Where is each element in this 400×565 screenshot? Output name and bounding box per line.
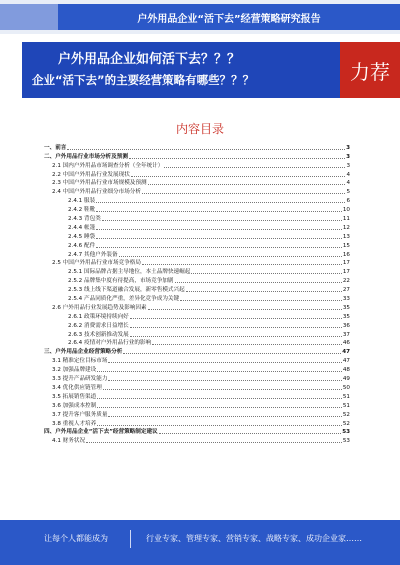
toc-entry[interactable]: [44, 267, 350, 276]
toc-leader-dots: [148, 184, 346, 185]
brand-badge: 力荐: [340, 42, 400, 98]
toc-entry[interactable]: [44, 410, 350, 419]
toc-entry-title: 3.3 提升产品研发能力: [52, 376, 108, 383]
toc-entry[interactable]: [44, 179, 350, 188]
toc-entry-title: 2.5.3 线上线下渠道融合发展，新零售模式兴起: [68, 287, 185, 294]
toc-leader-dots: [164, 167, 345, 168]
toc-entry[interactable]: [44, 312, 350, 321]
toc-entry-page: 22: [342, 278, 350, 285]
toc-leader-dots: [96, 211, 342, 212]
toc-leader-dots: [103, 389, 342, 390]
toc-entry[interactable]: [44, 276, 350, 285]
toc-entry[interactable]: [44, 321, 350, 330]
toc-leader-dots: [142, 264, 342, 265]
toc-entry[interactable]: [44, 187, 350, 196]
toc-entry-page: 10: [342, 207, 350, 214]
footer-divider: [130, 530, 131, 548]
toc-entry-title: 2.4.4 帐篷: [68, 224, 96, 231]
toc-entry[interactable]: [44, 205, 350, 214]
toc-entry[interactable]: [44, 294, 350, 303]
toc-entry[interactable]: [44, 383, 350, 392]
toc-entry-title: 3.6 加强成本控制: [52, 402, 97, 409]
toc-entry-title: 2.6.2 消费需求日益增长: [68, 322, 129, 329]
toc-entry-page: 53: [342, 438, 350, 445]
toc-entry-page: 13: [342, 233, 350, 240]
toc-entry-page: 35: [342, 313, 350, 320]
toc-entry-title: 2.4.3 背包类: [68, 216, 101, 223]
top-bar: [0, 0, 400, 34]
toc-entry[interactable]: [44, 170, 350, 179]
toc-entry-title: 3.8 重视人才培养: [52, 420, 97, 427]
toc-entry[interactable]: [44, 339, 350, 348]
toc-entry-page: 48: [342, 367, 350, 374]
toc-entry[interactable]: [44, 250, 350, 259]
toc-entry-page: 47: [342, 358, 350, 365]
toc-entry-title: 2.5.2 品牌集中度有待提高，市场竞争加剧: [68, 278, 174, 285]
toc-leader-dots: [131, 176, 346, 177]
toc-leader-dots: [96, 202, 345, 203]
toc-entry-page: 17: [342, 269, 350, 276]
toc-entry-title: 2.5.4 产品同质化严重，差异化竞争成为关键: [68, 296, 180, 303]
toc-entry-page: 15: [342, 242, 350, 249]
toc-leader-dots: [86, 442, 342, 443]
toc-entry-page: 50: [342, 384, 350, 391]
toc-entry-title: 2.4.1 服装: [68, 198, 96, 205]
toc-entry-page: 5: [346, 189, 350, 196]
toc-entry-page: 51: [342, 402, 350, 409]
toc-leader-dots: [108, 416, 341, 417]
toc-entry-title: 二、户外用品行业市场分析及预测: [44, 153, 128, 160]
top-bar-accent: [0, 4, 58, 30]
footer-roles: 行业专家、管理专家、营销专家、战略专家、成功企业家……: [146, 534, 362, 543]
toc-entry-page: 37: [342, 331, 350, 338]
banner-headline: 户外用品企业如何活下去？？？: [58, 52, 241, 67]
toc-leader-dots: [97, 425, 342, 426]
toc-leader-dots: [119, 256, 342, 257]
toc-entry[interactable]: [44, 152, 350, 161]
toc-entry[interactable]: [44, 374, 350, 383]
toc-entry-title: 2.4.2 鞋靴: [68, 207, 96, 214]
toc-entry[interactable]: [44, 356, 350, 365]
toc-entry-title: 3.7 提升客户服务质量: [52, 411, 108, 418]
toc-entry-title: 2.4 中国户外用品行业细分市场分析: [52, 189, 141, 196]
footer-tagline: 让每个人都能成为: [44, 534, 108, 543]
toc-leader-dots: [97, 371, 342, 372]
toc-entry[interactable]: [44, 303, 350, 312]
toc-entry-page: 52: [342, 420, 350, 427]
toc-entry-page: 33: [342, 296, 350, 303]
toc-entry-page: 11: [342, 216, 350, 223]
toc-entry[interactable]: [44, 259, 350, 268]
toc-entry-title: 2.6.1 政策环境持续向好: [68, 313, 129, 320]
toc-leader-dots: [148, 309, 342, 310]
toc-entry[interactable]: [44, 428, 350, 437]
toc-entry-title: 四、户外用品企业“活下去”经营策略制定建议: [44, 429, 158, 436]
toc-entry-page: 52: [342, 411, 350, 418]
toc-leader-dots: [123, 353, 341, 354]
toc-leader-dots: [108, 362, 341, 363]
footer-bar: [0, 520, 400, 565]
toc-leader-dots: [97, 407, 342, 408]
toc-entry-title: 2.4.7 其他户外装备: [68, 251, 118, 258]
toc-entry-page: 47: [342, 349, 350, 356]
toc-entry[interactable]: [44, 401, 350, 410]
toc-leader-dots: [129, 158, 345, 159]
toc-leader-dots: [108, 380, 341, 381]
toc-entry-title: 2.6 户外用品行业发展趋势及影响因素: [52, 304, 147, 311]
toc-leader-dots: [159, 433, 342, 434]
toc-entry-page: 6: [346, 198, 350, 205]
toc-entry[interactable]: [44, 232, 350, 241]
toc-leader-dots: [130, 318, 342, 319]
toc-leader-dots: [186, 291, 342, 292]
toc-leader-dots: [96, 229, 342, 230]
toc-entry[interactable]: [44, 347, 350, 356]
toc-entry-page: 27: [342, 287, 350, 294]
toc-entry-page: 12: [342, 224, 350, 231]
toc-entry[interactable]: [44, 241, 350, 250]
toc-leader-dots: [130, 327, 342, 328]
toc-entry-page: 3: [346, 162, 350, 169]
toc-leader-dots: [175, 282, 342, 283]
toc-entry[interactable]: [44, 285, 350, 294]
toc-entry-title: 4.1 财务状况: [52, 438, 86, 445]
toc-leader-dots: [130, 336, 342, 337]
toc-entry-title: 2.2 中国户外用品行业发展现状: [52, 171, 130, 178]
toc-entry-title: 2.5 中国户外用品行业市场竞争格局: [52, 260, 141, 267]
toc-leader-dots: [180, 300, 342, 301]
toc-entry-title: 2.4.6 配件: [68, 242, 96, 249]
toc-entry-page: 4: [346, 180, 350, 187]
title-banner: [22, 42, 340, 98]
toc-title: 内容目录: [175, 122, 224, 136]
toc-entry-title: 2.6.3 技术创新推动发展: [68, 331, 129, 338]
toc-entry-page: 51: [342, 393, 350, 400]
toc-entry-page: 46: [342, 340, 350, 347]
toc-entry-page: 36: [342, 322, 350, 329]
toc-entry[interactable]: [44, 365, 350, 374]
toc-entry[interactable]: [44, 330, 350, 339]
toc-leader-dots: [67, 149, 345, 150]
toc-leader-dots: [96, 238, 342, 239]
toc-entry-title: 3.1 精准定位目标市场: [52, 358, 108, 365]
toc-entry-page: 35: [342, 304, 350, 311]
toc-entry-title: 2.6.4 疫情对户外用品行业的影响: [68, 340, 152, 347]
toc-entry-title: 3.2 加强品牌建设: [52, 367, 97, 374]
toc-entry-title: 2.4.5 睡袋: [68, 233, 96, 240]
toc-entry[interactable]: [44, 436, 350, 445]
toc-leader-dots: [152, 344, 342, 345]
toc-entry[interactable]: [44, 223, 350, 232]
toc-entry-page: 16: [342, 251, 350, 258]
toc-entry-page: 4: [346, 171, 350, 178]
toc-leader-dots: [97, 398, 342, 399]
toc-entry[interactable]: [44, 392, 350, 401]
toc-leader-dots: [142, 193, 345, 194]
toc-entry[interactable]: [44, 214, 350, 223]
toc-entry-title: 3.5 拓展销售渠道: [52, 393, 97, 400]
toc-leader-dots: [96, 247, 342, 248]
toc-entry-page: 53: [342, 429, 350, 436]
toc-entry-title: 2.3 中国户外用品行业市场规模及预测: [52, 180, 147, 187]
toc-entry-page: 3: [346, 144, 350, 151]
toc-entry-title: 2.1 国内户外用品市场调查分析（全年统计）: [52, 162, 164, 169]
table-of-contents: [44, 143, 350, 445]
toc-entry[interactable]: [44, 143, 350, 152]
toc-entry-title: 一、前言: [44, 144, 67, 151]
toc-entry-title: 3.4 优化供应链管理: [52, 384, 102, 391]
toc-entry-page: 3: [346, 153, 350, 160]
banner-subheadline: 企业“活下去”的主要经营策略有哪些？？？: [32, 73, 255, 87]
toc-entry-page: 49: [342, 376, 350, 383]
toc-entry-title: 三、户外用品企业经营策略分析: [44, 349, 123, 356]
toc-entry[interactable]: [44, 419, 350, 428]
toc-entry[interactable]: [44, 161, 350, 170]
toc-leader-dots: [102, 220, 342, 221]
report-title: 户外用品企业“活下去”经营策略研究报告: [58, 4, 400, 30]
toc-leader-dots: [191, 273, 342, 274]
toc-entry-page: 17: [342, 260, 350, 267]
toc-entry-title: 2.5.1 国际品牌占据主导地位，本土品牌快速崛起: [68, 269, 191, 276]
toc-entry[interactable]: [44, 196, 350, 205]
